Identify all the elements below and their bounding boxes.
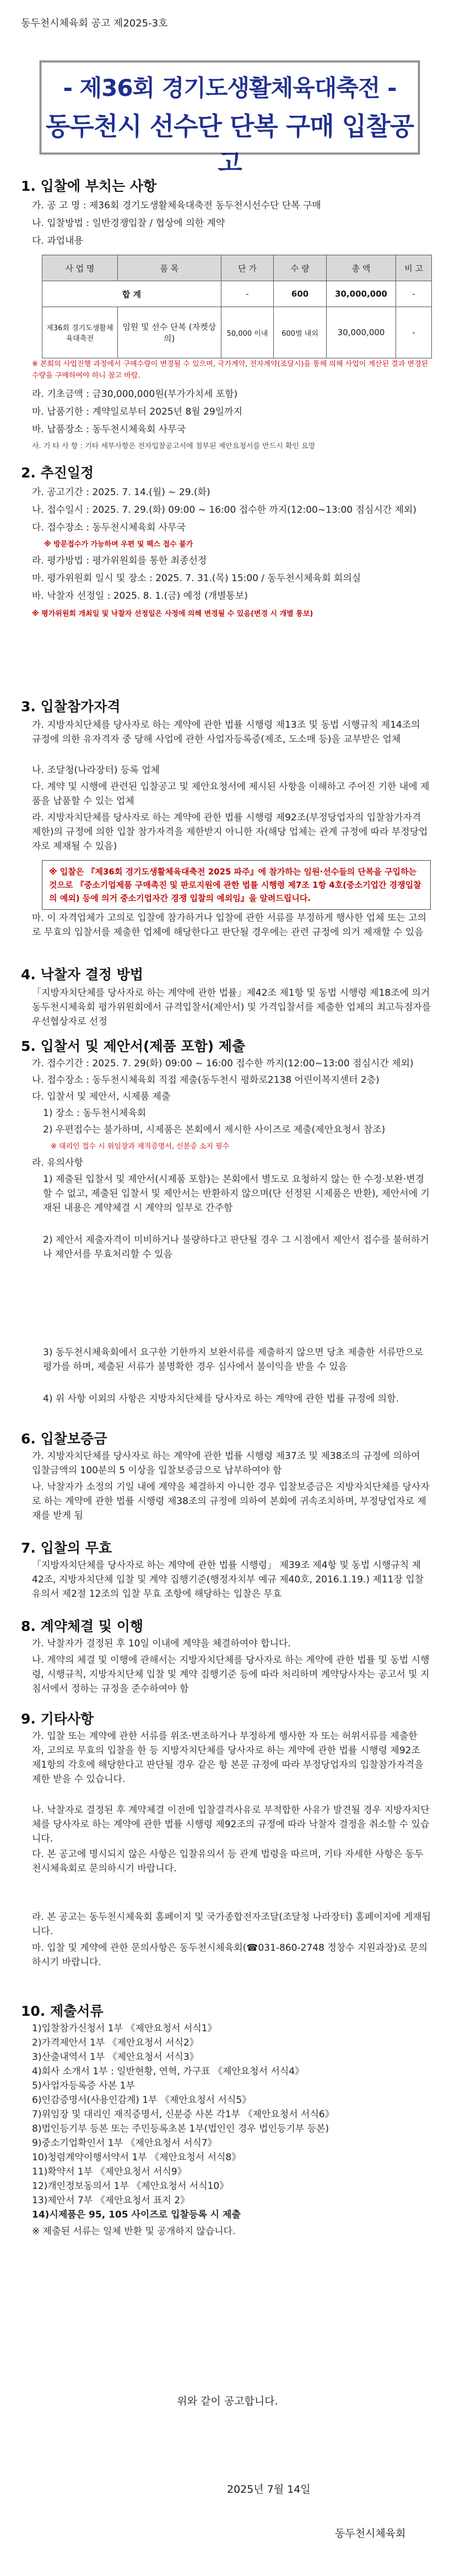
s5-da: 다. 입찰서 및 제안서, 시제품 제출 [32, 1091, 171, 1102]
s3-ra: 라. 지방자치단체를 당사자로 하는 계약에 관한 법률 시행령 제92조(부정당업자의 입찰참가자격 제한)의 규정에 의한 입찰 참가자격을 제한받지 아니한 자(해당 업체는 관계 규정에 따라 부정당업자로 제재될 수 있음) [32, 812, 428, 852]
s9-ra: 라. 본 공고는 동두천시체육회 홈페이지 및 국가종합전자조달(조달청 나라장터) 홈페이지에 게재됩니다. [32, 1912, 431, 1937]
s6-ga: 가. 지방자치단체를 당사자로 하는 계약에 관한 법률 시행령 제37조 및 제38조의 규정에 의하여 입찰금액의 100분의 5 이상을 입찰보증금으로 납부하여야 함 [32, 1451, 420, 1476]
s2-note: ※ 평가위원회 개최일 및 낙찰자 선정일은 사정에 의해 변경될 수 있음(변경 시 개별 통보) [32, 610, 313, 618]
s2-ma: 마. 평가위원회 일시 및 장소 : 2025. 7. 31.(목) 15:00 / 동두천시체육회 회의실 [32, 573, 361, 584]
s1-ba: 바. 납품장소 : 동두천시체육회 사무국 [32, 424, 186, 435]
list-item: 3)산출내역서 1부 《제안요청서 서식3》 [32, 2052, 199, 2063]
list-item: 4)회사 소개서 1부 : 일반현황, 연혁, 가구표 《제안요청서 서식4》 [32, 2066, 305, 2077]
s5-d2-note: ※ 대리인 접수 시 위임장과 재직증명서, 신분증 소지 필수 [51, 1142, 230, 1151]
th-amount: 총 액 [326, 255, 396, 281]
s9-da: 다. 본 공고에 명시되지 않은 사항은 입찰유의서 등 관계 법령을 따르며, 기타 자세한 사항은 동두천시체육회로 문의하시기 바랍니다. [32, 1849, 424, 1874]
list-item: 5)사업자등록증 사본 1부 [32, 2080, 135, 2091]
s2-ba: 바. 낙찰자 선정일 : 2025. 8. 1.(금) 예정 (개별통보) [32, 591, 248, 602]
s3-da: 다. 계약 및 시행에 관련된 입찰공고 및 제안요청서에 제시된 사항을 이해하고 주어진 기한 내에 제품을 납품할 수 있는 업체 [32, 781, 430, 807]
announce-date: 2025년 7월 14일 [227, 2483, 311, 2496]
th-note: 비 고 [396, 255, 432, 281]
total-note: - [396, 281, 432, 307]
closing-text: 위와 같이 공고합니다. [177, 2395, 278, 2407]
th-project: 사 업 명 [42, 255, 118, 281]
quantity: 600벌 내외 [274, 307, 327, 358]
list-item: 9)중소기업확인서 1부 《제안요청서 서식7》 [32, 2138, 217, 2149]
s3-ma: 마. 이 자격업체가 고의로 입찰에 참가하거나 입찰에 관한 서류를 부정하게 행사한 업체 또는 고의로 무효의 입찰서를 제출한 업체에 해당한다고 판단될 경우에는 관련 규정에 의거 제재할 수 있음 [32, 913, 427, 938]
s1-note: ※ 본회의 사업진행 과정에서 구매수량이 변경될 수 있으며, 국가계약, 전자계약(조달시)을 통해 의해 사업이 계산된 결과 변경된 수량을 구매하여야 하니 참고 바람. [32, 360, 429, 380]
title-line1: - 제36회 경기도생활체육대축전 - [63, 74, 397, 101]
s9-ga: 가. 입찰 또는 계약에 관한 서류를 위조·변조하거나 부정하게 행사한 자 또는 허위서류를 제출한 자, 고의로 무효의 입찰을 한 등 지방자치단체를 당사자로 하는 계약에 관한 법률 시행령 제92조 제1항의 각호에 해당한다고 판단될 경우 같은 항 본문 규정에 따라 부정당업자의 입찰참가자격을 제한 받을 수 있습니다. [32, 1731, 424, 1785]
s9-na: 나. 낙찰자로 결정된 후 계약체결 이전에 입찰결격사유로 부적합한 사유가 발견될 경우 지방자치단체를 당사자로 하는 계약에 관한 법률 시행령 제92조의 규정에 따라 낙찰자 결정을 취소할 수 있습니다. [32, 1805, 430, 1844]
unit-price: 50,000 이내 [221, 307, 274, 358]
section-8-heading: 8. 계약체결 및 이행 [21, 1618, 144, 1634]
s5-d2: 2) 우편접수는 불가하며, 시제품은 본회에서 제시한 사이즈로 제출(제안요청서 참조) [43, 1124, 386, 1135]
s5-na: 나. 접수장소 : 동두천시체육회 직접 제출(동두천시 평화로2138 어린이복지센터 2층) [32, 1075, 380, 1086]
items-table-header [42, 255, 432, 281]
s1-sa: 사. 기 타 사 항 : 기타 세부사항은 전자입찰공고서에 첨부된 제안요청서를 반드시 확인 요망 [32, 442, 316, 450]
s7-body: 「지방자치단체를 당사자로 하는 계약에 관한 법률 시행령」 제39조 제4항 및 동법 시행규칙 제42조, 지방자치단체 입찰 및 계약 집행기준(행정자치부 예규 제40호, 2016.1.19.) 제11장 입찰유의서 제2절 12조의 입찰 무효 조항에 해당하는 입찰은 무효 [32, 1560, 424, 1600]
s2-da-note: ※ 방문접수가 가능하며 우편 및 팩스 접수 불가 [44, 540, 193, 549]
section-6-heading: 6. 입찰보증금 [21, 1431, 107, 1447]
s9-ma: 마. 입찰 및 계약에 관한 문의사항은 동두천시체육회(☎031-860-2748 정창수 지원과장)로 문의하시기 바랍니다. [32, 1942, 427, 1968]
s2-na: 나. 접수일시 : 2025. 7. 29.(화) 09:00 ~ 16:00 접수한 까지(12:00~13:00 점심시간 제외) [32, 505, 417, 516]
list-item: 2)가격제안서 1부 《제안요청서 서식2》 [32, 2037, 199, 2048]
section-5-heading: 5. 입찰서 및 제안서(제품 포함) 제출 [21, 1038, 246, 1054]
th-unit-price: 단 가 [221, 255, 274, 281]
list-item: 12)개인정보동의서 1부 《제안요청서 서식10》 [32, 2181, 229, 2192]
total-amount: 30,000,000 [326, 281, 396, 307]
items-table [42, 255, 432, 358]
item-row [42, 307, 432, 358]
s5-ra: 라. 유의사항 [32, 1157, 83, 1168]
s3-ga: 가. 지방자치단체를 당사자로 하는 계약에 관한 법률 시행령 제13조 및 동법 시행규칙 제14조의 규정에 의한 유자격자 중 당해 사업에 관한 사업자등록증(제조, 도소매 등)을 교부받은 업체 [32, 720, 420, 745]
s5-d1: 1) 장소 : 동두천시체육회 [43, 1108, 147, 1119]
list-item: 13)제안서 7부 《제안요청서 표지 2》 [32, 2195, 190, 2206]
s1-da: 다. 과업내용 [32, 235, 83, 246]
total-row [42, 281, 432, 307]
list-item: 6)인감증명서(사용인감계) 1부 《제안요청서 서식5》 [32, 2095, 252, 2106]
s3-boxed-note: ※ 입찰은 『제36회 경기도생활체육대축전 2025 파주』에 참가하는 임원·선수들의 단복을 구입하는 것으로 『중소기업제품 구매촉진 및 판로지원에 관한 법률 시행령 제7조 1항 4호(중소기업간 경쟁입찰의 예외) 등에 의거 중소기업자간 경쟁 입찰의 예외임』을 알려드립니다. [42, 860, 431, 910]
s5-r2: 2) 제안서 제출자격이 미비하거나 불량하다고 판단될 경우 그 시점에서 제안서 접수를 불허하거나 제안서를 무효처리할 수 있음 [43, 1235, 429, 1260]
title-line2: 동두천시 선수단 단복 구매 입찰공고 [45, 111, 414, 178]
project-name: 제36회 경기도생활체육대축전 [42, 307, 118, 358]
list-item: 8)법인등기부 등본 또는 주민등록초본 1부(법인인 경우 법인등기부 등본) [32, 2123, 329, 2134]
s1-ra: 라. 기초금액 : 금30,000,000원(부가가치세 포함) [32, 389, 238, 400]
list-item: 1)입찰참가신청서 1부 《제안요청서 서식1》 [32, 2023, 217, 2034]
submission-list [32, 2021, 431, 2239]
list-item: 7)위임장 및 대리인 재직증명서, 신분증 사본 각1부 《제안요청서 서식6》 [32, 2109, 334, 2120]
amount: 30,000,000 [326, 307, 396, 358]
s1-na: 나. 입찰방법 : 일반경쟁입찰 / 협상에 의한 계약 [32, 218, 225, 229]
total-qty: 600 [274, 281, 327, 307]
notice-number: 동두천시체육회 공고 제2025-3호 [21, 18, 168, 29]
note: - [396, 307, 432, 358]
total-label: 합 계 [42, 281, 221, 307]
s8-na: 나. 계약의 체결 및 이행에 관해서는 지방자치단체를 당사자로 하는 계약에 관한 법률 및 동법 시행령, 시행규칙, 지방자치단체 입찰 및 계약 집행기준 등에 따라 처리하며 계약당사자는 공고서 및 지침서에서 정하는 규정을 준수하여야 함 [32, 1655, 430, 1694]
s10-note: ※ 제출된 서류는 일체 반환 및 공개하지 않습니다. [32, 2226, 236, 2237]
s1-ma: 마. 납품기한 : 계약일로부터 2025년 8월 29일까지 [32, 406, 243, 417]
s4-body: 「지방자치단체를 당사자로 하는 계약에 관한 법률」제42조 제1항 및 동법 시행령 제18조에 의거 동두천시체육회 평가위원회에서 규격입찰서(제안서) 및 가격입찰서를 제출한 업체의 최고득점자를 우선협상자로 선정 [32, 988, 431, 1027]
s2-ra: 라. 평가방법 : 평가위원회를 통한 최종선정 [32, 555, 207, 566]
s5-ga: 가. 접수기간 : 2025. 7. 29(화) 09:00 ~ 16:00 접수한 까지(12:00~13:00 점심시간 제외) [32, 1058, 414, 1069]
section-7-heading: 7. 입찰의 무효 [21, 1540, 112, 1556]
total-unit: - [221, 281, 274, 307]
s6-na: 나. 낙찰자가 소정의 기일 내에 계약을 체결하지 아니한 경우 입찰보증금은 지방자치단체를 당사자로 하는 계약에 관한 법률 시행령 제38조의 규정에 의하여 본회에 귀속조치하며, 부정당업자로 제재를 받게 됨 [32, 1482, 430, 1521]
th-qty: 수 량 [274, 255, 327, 281]
s1-ga: 가. 공 고 명 : 제36회 경기도생활체육대축전 동두천시선수단 단복 구매 [32, 200, 321, 211]
s3-na: 나. 조달청(나라장터) 등록 업체 [32, 765, 160, 776]
section-1-heading: 1. 입찰에 부치는 사항 [21, 178, 157, 194]
section-10-heading: 10. 제출서류 [21, 2003, 104, 2019]
s8-ga: 가. 낙찰자가 결정된 후 10일 이내에 계약을 체결하여야 합니다. [32, 1638, 291, 1649]
title-box [40, 61, 420, 178]
s5-r4: 4) 위 사항 이외의 사항은 지방자치단체를 당사자로 하는 계약에 관한 법률 규정에 의함. [43, 1393, 399, 1404]
list-item: 14)시제품은 95, 105 사이즈로 입찰등록 시 제출 [32, 2209, 241, 2220]
section-9-heading: 9. 기타사항 [21, 1711, 94, 1727]
s5-r1: 1) 제출된 입찰서 및 제안서(시제품 포함)는 본회에서 별도로 요청하지 않는 한 수정·보완·변경할 수 없고, 제출된 입찰서 및 제안서는 반환하지 않으며(단 선정된 시제품은 반환), 제안서에 기재된 내용은 계약체결 시 계약의 일부로 간주함 [43, 1174, 430, 1214]
section-3-heading: 3. 입찰참가자격 [21, 699, 121, 715]
s2-da: 다. 접수장소 : 동두천시체육회 사무국 [32, 522, 186, 533]
list-item: 10)청렴계약이행서약서 1부 《제안요청서 서식8》 [32, 2152, 241, 2163]
org-name: 동두천시체육회 [335, 2527, 406, 2540]
section-4-heading: 4. 낙찰자 결정 방법 [21, 967, 144, 983]
list-item: 11)확약서 1부 《제안요청서 서식9》 [32, 2166, 187, 2177]
item-name: 임원 및 선수 단복 (자켓상의) [117, 307, 221, 358]
section-2-heading: 2. 추진일정 [21, 465, 94, 481]
s5-r3: 3) 동두천시체육회에서 요구한 기한까지 보완서류를 제출하지 않으면 당초 제출한 서류만으로 평가를 하며, 제출된 서류가 불명확한 경우 심사에서 불이익을 받을 수 있음 [43, 1347, 424, 1372]
th-item: 품 목 [117, 255, 221, 281]
s2-ga: 가. 공고기간 : 2025. 7. 14.(월) ~ 29.(화) [32, 487, 210, 498]
